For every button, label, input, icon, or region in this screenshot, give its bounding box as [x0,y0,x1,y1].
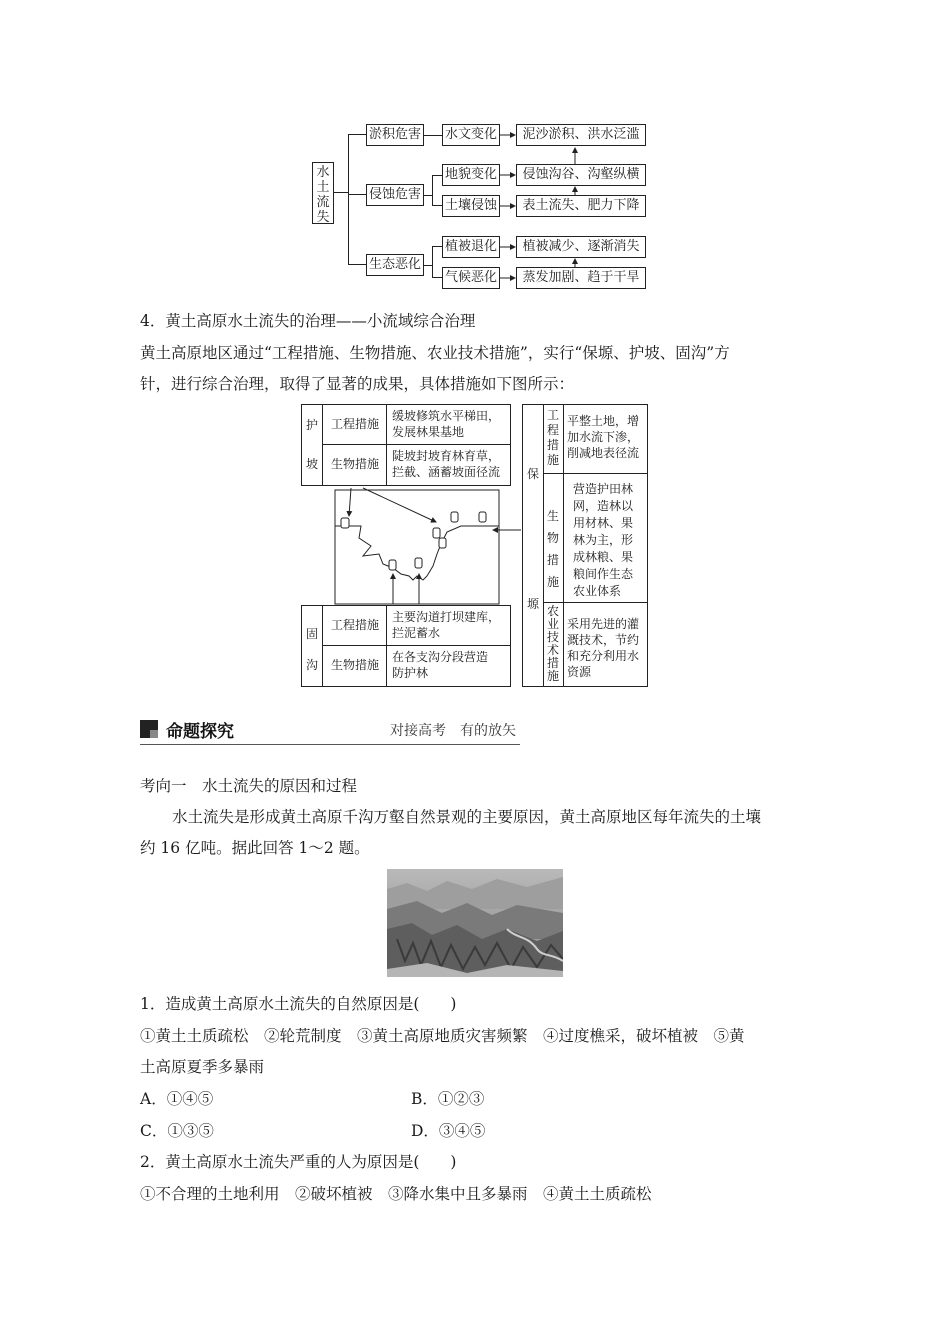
flow-level1-silting: 淤积危害 [366,124,424,146]
baoyuan-table [522,404,648,687]
banner-square-icon [140,720,160,740]
q1-options-line1: ①黄土土质疏松 ②轮荒制度 ③黄土高原地质灾害频繁 ④过度樵采，破坏植被 ⑤黄 [140,1027,745,1045]
loess-plateau-photo [387,869,563,977]
flow-level3-drought: 蒸发加剧、趋于干旱 [516,267,646,289]
q1-choice-c: C．①③⑤ [140,1122,214,1140]
hupo-label-2: 坡 [305,457,318,471]
flow-level2-landform: 地貌变化 [442,164,500,186]
baoyuan-row2-line7: 农业体系 [573,584,622,598]
flow-level2-vegetation: 植被退化 [442,236,500,258]
gugou-label-2: 沟 [305,658,318,672]
flow-level3-veg-loss: 植被减少、逐渐消失 [516,236,646,258]
baoyuan-row3-name: 农业技术措施 [546,604,559,683]
topic-intro-line2: 约 16 亿吨。据此回答 1～2 题。 [140,839,370,857]
banner-underline [140,744,520,745]
gugou-row1-desc2: 拦泥蓄水 [392,626,441,640]
gugou-row1-desc1: 主要沟道打坝建库， [392,610,501,624]
topic-heading: 考向一 水土流失的原因和过程 [140,777,358,795]
gugou-table [301,605,511,687]
baoyuan-row1-name: 工程措施 [546,408,559,467]
hupo-row1-desc2: 发展林果基地 [392,425,465,439]
q1-choice-b: B．①②③ [411,1090,485,1108]
topic-intro-line1: 水土流失是形成黄土高原千沟万壑自然景观的主要原因，黄土高原地区每年流失的土壤 [172,808,762,826]
hupo-table [301,404,511,486]
flow-level2-soil: 土壤侵蚀 [442,195,500,217]
q1-stem: 1．造成黄土高原水土流失的自然原因是( ) [140,995,457,1013]
gugou-label-1: 固 [305,627,318,641]
flow-level3-gullies: 侵蚀沟谷、沟壑纵横 [516,164,646,186]
banner-slogan: 对接高考 有的放矢 [390,723,516,739]
baoyuan-row3-line4: 资源 [567,665,592,679]
flow-level3-silt-flood: 泥沙淤积、洪水泛滥 [516,124,646,146]
section4-para-line1: 黄土高原地区通过“工程措施、生物措施、农业技术措施”，实行“保塬、护坡、固沟”方 [140,344,730,362]
baoyuan-row2-line1: 营造护田林 [573,482,634,496]
q2-options-line1: ①不合理的土地利用 ②破坏植被 ③降水集中且多暴雨 ④黄土土质疏松 [140,1185,652,1203]
q1-choice-a: A．①④⑤ [140,1090,214,1108]
gugou-row2-desc2: 防护林 [392,666,429,680]
baoyuan-row1-line1: 平整土地，增 [567,414,640,428]
hupo-label-1: 护 [305,418,318,432]
flow-level2-hydrology: 水文变化 [442,124,500,146]
valley-illustration [301,484,526,609]
baoyuan-row3-line3: 和充分利用水 [567,649,640,663]
baoyuan-row2-line5: 成林粮、果 [573,550,634,564]
baoyuan-row2-line4: 林为主，形 [573,533,634,547]
hupo-row2-desc1: 陡坡封坡育林育草， [392,449,501,463]
banner-title: 命题探究 [166,722,234,742]
baoyuan-label-2: 塬 [526,597,539,611]
section4-heading: 4．黄土高原水土流失的治理——小流域综合治理 [140,312,476,330]
hupo-row1-desc1: 缓坡修筑水平梯田， [392,409,501,423]
hupo-row2-name: 生物措施 [330,457,379,471]
hupo-row1-name: 工程措施 [330,417,379,431]
baoyuan-row1-line3: 削减地表径流 [567,446,640,460]
q1-options-line2: 土高原夏季多暴雨 [140,1058,265,1076]
flow-level2-climate: 气候恶化 [442,267,500,289]
gugou-row1-name: 工程措施 [330,618,379,632]
gugou-row2-desc1: 在各支沟分段营造 [392,650,489,664]
flow-root: 水土流失 [312,162,334,224]
flow-level1-ecology: 生态恶化 [366,254,424,276]
baoyuan-row2-name: 生物措施 [546,509,559,589]
baoyuan-row2-line6: 粮间作生态 [573,567,634,581]
gugou-row2-name: 生物措施 [330,658,379,672]
q1-choice-d: D．③④⑤ [411,1122,486,1140]
section4-para-line2: 针，进行综合治理，取得了显著的成果，具体措施如下图所示： [140,375,575,393]
baoyuan-row2-line3: 用材林、果 [573,516,634,530]
hupo-row2-desc2: 拦截、涵蓄坡面径流 [392,465,501,479]
flow-level3-topsoil: 表土流失、肥力下降 [516,195,646,217]
q2-stem: 2．黄土高原水土流失严重的人为原因是( ) [140,1153,457,1171]
baoyuan-row1-line2: 加水流下渗， [567,430,640,444]
baoyuan-row2-line2: 网，造林以 [573,499,634,513]
baoyuan-row3-line1: 采用先进的灌 [567,617,640,631]
baoyuan-label-1: 保 [526,467,539,481]
flow-level1-erosion: 侵蚀危害 [366,184,424,206]
baoyuan-row3-line2: 溉技术，节约 [567,633,640,647]
